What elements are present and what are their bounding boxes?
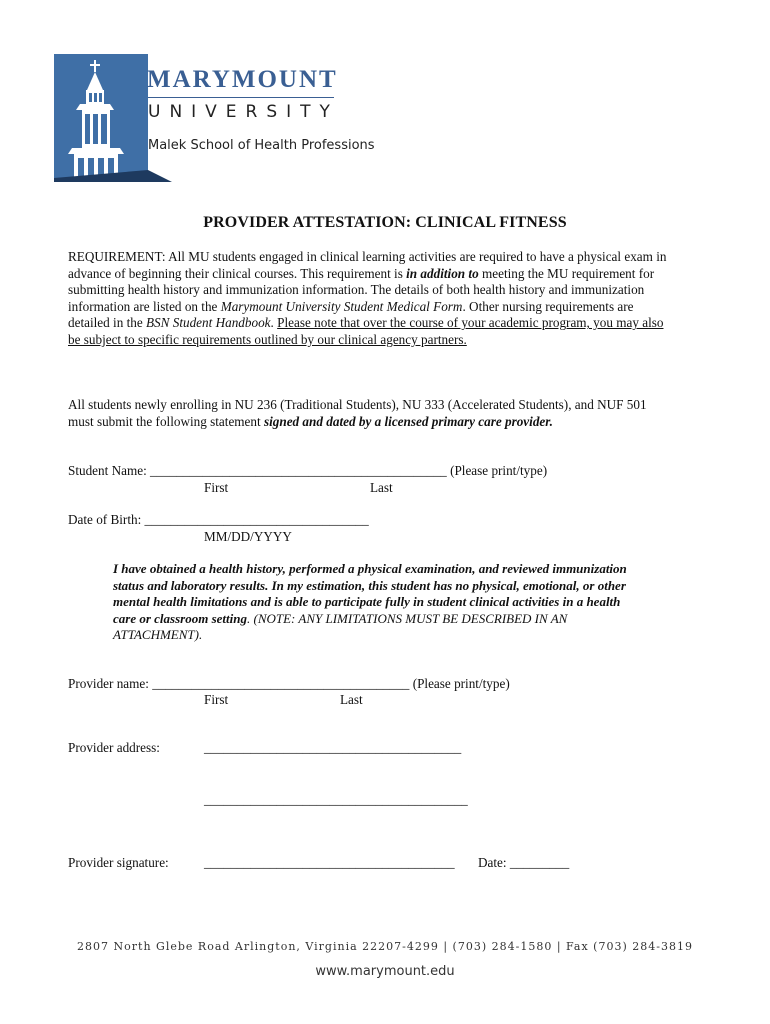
provider-address-label: Provider address: [68, 740, 160, 755]
requirement-text-2: meeting the MU requirement for submitting health history and immunization information. The details of both health history and immunization information are listed on the [68, 265, 655, 314]
dob-label: Date of Birth: [68, 512, 145, 527]
handbook-reference: BSN Student Handbook [146, 315, 271, 331]
date-label: Date: [478, 855, 510, 870]
student-name-field[interactable]: _____________________________________________ [150, 463, 447, 478]
school-name: Malek School of Health Professions [148, 138, 375, 153]
dob-format-caption: MM/DD/YYYY [204, 529, 292, 544]
footer-website-link[interactable]: www.marymount.edu [315, 964, 455, 979]
medical-form-reference: Marymount University Student Medical Form [220, 298, 463, 314]
clinical-agency-notice: Please note that over the course of your academic program, you may also be subject to specific requirements outlined by our clinical agency partners. [68, 315, 664, 347]
attestation-statement [113, 561, 633, 644]
student-last-caption: Last [370, 480, 393, 495]
provider-name-row [68, 676, 510, 692]
tower-emblem [54, 54, 148, 178]
date-field[interactable]: _________ [509, 855, 570, 870]
requirement-paragraph [68, 249, 668, 349]
dob-row [68, 512, 369, 528]
signature-requirement: signed and dated by a licensed primary care provider. [263, 413, 553, 429]
attestation-text: I have obtained a health history, performed a physical examination, and reviewed immunization status and laboratory results. In my estimation, this student has no physical, emotional, or other mental health limitations and is able to participate fully in student clinical activities in a health care or classroom setting [113, 561, 627, 626]
requirement-emphasis: in addition to [406, 265, 479, 281]
provider-address-field-2[interactable]: ________________________________________ [204, 792, 468, 807]
provider-first-caption: First [204, 692, 229, 707]
requirement-text-1: REQUIREMENT: All MU students engaged in clinical learning activities are required to have a physical exam in advance of beginning their clinical courses. This requirement is [68, 249, 667, 281]
enrolling-text: All students newly enrolling in NU 236 (Traditional Students), NU 333 (Accelerated Students), and NUF 501 must submit the following statement [68, 397, 647, 429]
provider-address-field-1[interactable]: _______________________________________ [204, 740, 462, 755]
footer-address: 2807 North Glebe Road Arlington, Virginia 22207-4299 | (703) 284-1580 | Fax (703) 284-3819 [77, 940, 693, 953]
date-row [478, 855, 569, 871]
provider-last-caption: Last [340, 692, 363, 707]
university-logo [54, 50, 374, 182]
provider-name-hint: (Please print/type) [409, 676, 510, 691]
provider-name-label: Provider name: [68, 676, 153, 691]
requirement-text-4: . [270, 315, 278, 331]
logo-divider [148, 97, 334, 98]
form-title: PROVIDER ATTESTATION: CLINICAL FITNESS [203, 214, 567, 231]
attestation-note: . (NOTE: ANY LIMITATIONS MUST BE DESCRIBED IN AN ATTACHMENT). [113, 610, 568, 642]
dob-field[interactable]: __________________________________ [144, 512, 369, 527]
provider-signature-label: Provider signature: [68, 855, 169, 870]
provider-name-field[interactable]: _______________________________________ [152, 676, 410, 691]
requirement-text-3: . Other nursing requirements are detailed in the [68, 298, 634, 331]
student-first-caption: First [204, 480, 229, 495]
logo-wordmark: MARYMOUNT [147, 66, 338, 93]
logo-subtitle: UNIVERSITY [148, 102, 339, 122]
student-name-hint: (Please print/type) [446, 463, 548, 478]
enrolling-paragraph [68, 397, 668, 430]
student-name-label: Student Name: [68, 463, 151, 478]
student-name-row [68, 463, 547, 479]
provider-signature-field[interactable]: ______________________________________ [204, 855, 455, 870]
